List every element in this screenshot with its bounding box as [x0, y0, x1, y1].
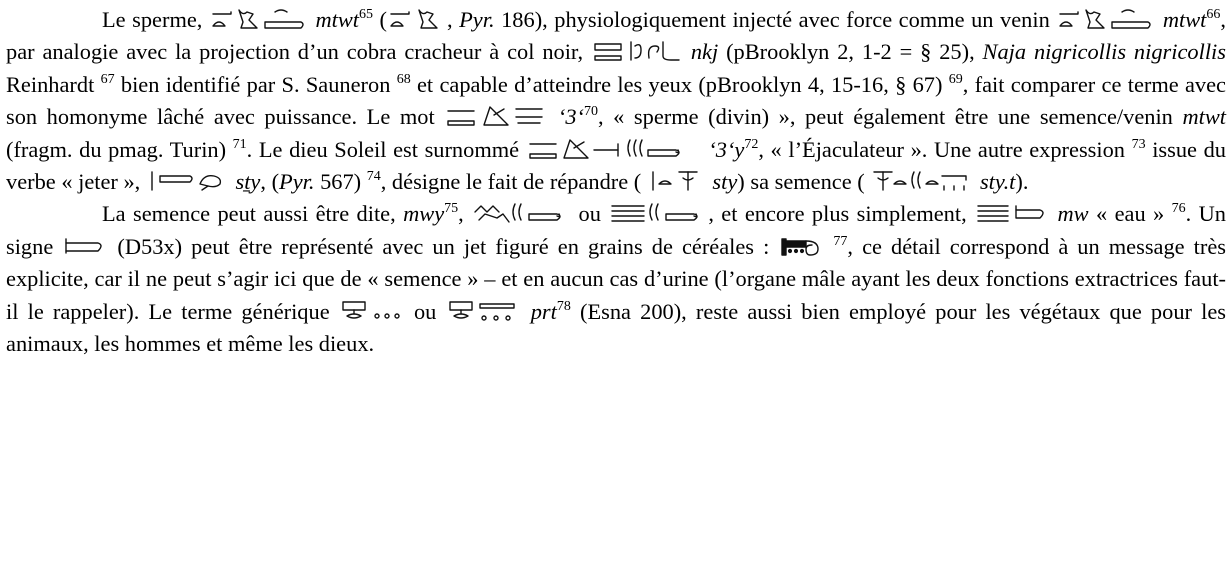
footnote-ref: 65	[359, 7, 374, 22]
text-run: (Esna 200), reste aussi bien employé pour les végétaux que pour les animaux, les hommes et même les dieux.	[6, 298, 1227, 357]
hieroglyph-nkj-icon	[591, 38, 683, 64]
footnote-ref: 75	[444, 201, 459, 217]
text-run: , (	[260, 169, 280, 195]
footnote-ref: 68	[396, 71, 411, 87]
hieroglyph-d53x-grains-icon	[778, 233, 824, 259]
text-run: Le sperme,	[102, 7, 203, 32]
footnote-ref: 70	[583, 104, 598, 120]
text-run: , désigne le fait de répandre (	[380, 169, 647, 195]
hieroglyph-mtwt-icon	[209, 6, 309, 32]
transliteration: mtwt	[1162, 7, 1207, 32]
hieroglyph-d53-phallus-icon	[62, 233, 108, 259]
transliteration: mw	[1057, 201, 1089, 227]
transliteration: sty	[712, 169, 738, 195]
text-run: ou	[404, 298, 446, 324]
paragraph-1	[6, 4, 1226, 198]
text-run: (	[373, 7, 387, 32]
footnote-ref: 72	[744, 136, 759, 152]
transliteration: mwy	[403, 201, 445, 227]
text-run: issue du verbe « jeter »,	[6, 136, 1226, 195]
hieroglyph-prt-icon	[339, 298, 405, 324]
footnote-ref: 77	[833, 233, 848, 249]
hieroglyph-sty-jeter-icon	[146, 168, 230, 194]
hieroglyph-3-sperme-icon	[444, 103, 548, 129]
text-run: La semence peut aussi être dite,	[102, 201, 404, 227]
text-run: et capable d’atteindre les yeux (pBrooklyn 4, 15-16, § 67)	[410, 71, 949, 97]
text-run: . Le dieu Soleil est surnommé	[246, 136, 526, 162]
transliteration: sty.t	[979, 169, 1016, 195]
hieroglyph-3y-ejaculateur-icon	[526, 136, 702, 162]
text-run: , par analogie avec la projection d’un cobra cracheur à col noir,	[6, 7, 1226, 65]
transliteration: mtwt	[315, 7, 360, 32]
transliteration: prt	[530, 298, 557, 324]
footnote-ref: 71	[232, 136, 247, 152]
text-run: « eau »	[1088, 201, 1172, 227]
text-run: ou	[571, 201, 609, 227]
text-run: , et encore plus simplement,	[708, 201, 975, 227]
text-run: ,	[447, 7, 460, 32]
footnote-ref: 76	[1171, 201, 1186, 217]
hieroglyph-water-ripples-icon	[608, 200, 708, 226]
transliteration: ‘3‘	[557, 104, 584, 130]
text-run: , fait comparer ce terme avec son homonyme lâché avec puissance. Le mot	[6, 71, 1226, 130]
footnote-ref: 74	[366, 169, 381, 185]
transliteration: ‘3‘y	[708, 136, 745, 162]
text-run: 186), physiologiquement injecté avec force comme un venin	[494, 7, 1057, 32]
paragraph-2	[6, 198, 1226, 360]
text-run: , « sperme (divin) », peut également être une semence/venin	[597, 104, 1183, 130]
footnote-ref: 73	[1131, 136, 1146, 152]
text-run: bien identifié par S. Sauneron	[114, 71, 397, 97]
footnote-ref: 66	[1206, 7, 1221, 22]
hieroglyph-mtwt-variant-icon	[387, 6, 447, 32]
text-run: 567)	[314, 169, 367, 195]
citation: Pyr.	[279, 169, 315, 195]
text-run: ,	[458, 201, 472, 227]
text-run: . Un signe	[6, 201, 1226, 259]
text-run: (pBrooklyn 2, 1-2 = § 25),	[718, 39, 983, 65]
footnote-ref: 67	[100, 71, 115, 87]
hieroglyph-mtwt-icon	[1056, 6, 1156, 32]
transliteration: sṯy	[235, 169, 261, 195]
hieroglyph-prt-variant-icon	[446, 298, 522, 324]
footnote-ref: 78	[556, 298, 571, 314]
text-run: (fragm. du pmag. Turin)	[6, 136, 233, 162]
species-name: Naja nigricollis nigricollis	[982, 39, 1226, 65]
hieroglyph-sty-t-semence-icon	[870, 168, 974, 194]
text-run: (D53x) peut être représenté avec un jet figuré en grains de céréales :	[108, 233, 779, 259]
footnote-ref: 69	[948, 71, 963, 87]
citation: Pyr.	[459, 7, 495, 32]
text-run: , « l’Éjaculateur ». Une autre expression	[758, 136, 1132, 162]
hieroglyph-mwy-icon	[471, 200, 571, 226]
text-run: ).	[1015, 169, 1029, 195]
transliteration: nkj	[690, 39, 719, 65]
text-run: ) sa semence (	[737, 169, 871, 195]
hieroglyph-mw-icon	[974, 200, 1050, 226]
text-run: , ce détail correspond à un message très explicite, car il ne peut s’agir ici que de « semence » – et en aucun cas d’urine (l’organe mâle ayant les deux fonctions extractrices faut-il le rappeler). Le terme générique	[6, 233, 1226, 324]
text-run: Reinhardt	[6, 71, 101, 97]
hieroglyph-sty-repandre-icon	[647, 168, 707, 194]
transliteration: mtwt	[1182, 104, 1226, 130]
